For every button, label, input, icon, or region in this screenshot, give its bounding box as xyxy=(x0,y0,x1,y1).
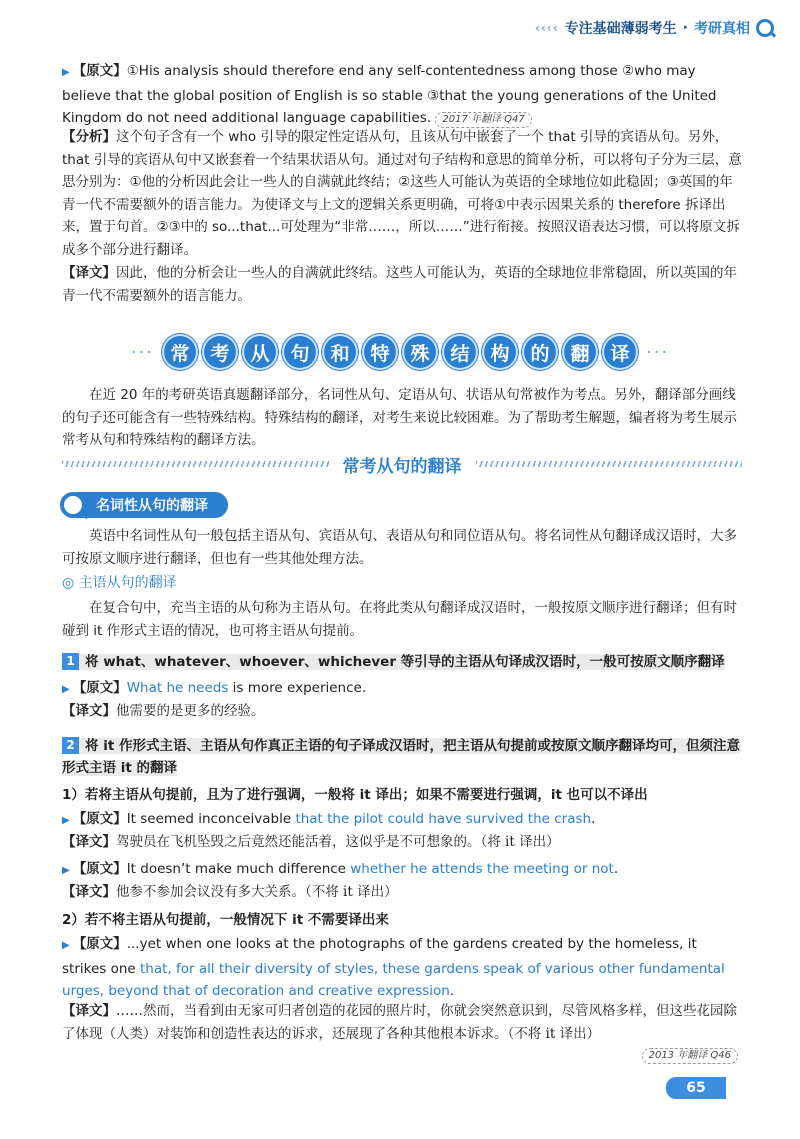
source-tag: 2017 年翻译 Q47 xyxy=(435,112,531,128)
magnifier-icon xyxy=(756,19,774,37)
arrows-icon: ‹‹‹‹ xyxy=(534,21,559,35)
translation-label: 【译文】 xyxy=(62,265,116,281)
translation-label: 【译文】 xyxy=(62,1003,116,1019)
original-label: 【原文】 xyxy=(72,680,127,696)
banner-char: 从 xyxy=(242,334,278,370)
section-intro: 在近 20 年的考研英语真题翻译部分，名词性从句、定语从句、状语从句常被作为考点。另外，翻译部分画线的句子还可能含有一些特殊结构。特殊结构的翻译，对考生来说比较困难。为了帮助考生解题，编者将为考生展示常考从句和特殊结构的翻译方法。 xyxy=(62,387,737,448)
translation-text: 驾驶员在飞机坠毁之后竟然还能活着，这似乎是不可想象的。（将 it 译出） xyxy=(116,834,560,850)
clause-highlight: that the pilot could have survived the crash xyxy=(295,811,592,827)
rule-number: 2 xyxy=(62,737,79,754)
original-text: ...yet when one looks at the photographs of the gardens created by the homeless, it strikes one xyxy=(62,936,697,977)
original-label: 【原文】 xyxy=(72,936,127,952)
clause-highlight: whether he attends the meeting or not xyxy=(350,861,614,877)
rule-2-bar xyxy=(62,738,740,776)
original-text-end: . xyxy=(591,811,596,827)
banner-char: 句 xyxy=(282,334,318,370)
banner-char: 构 xyxy=(482,334,518,370)
banner-char: 常 xyxy=(162,334,198,370)
rule-1-text: 将 what、whatever、whoever、whichever 等引导的主语从句译成汉语时，一般可按原文顺序翻译 xyxy=(85,654,725,670)
header-accent: 考研真相 xyxy=(694,21,750,37)
original-text-end: . xyxy=(613,861,619,877)
hatch-divider-right xyxy=(476,461,743,467)
banner-char: 和 xyxy=(322,334,358,370)
original-text: is more experience. xyxy=(228,680,367,696)
magnifier-icon xyxy=(60,492,86,518)
example-4-original xyxy=(62,858,742,883)
hatch-divider-left xyxy=(62,461,329,467)
translation-label: 【译文】 xyxy=(62,884,116,900)
rule-2-text: 将 it 作形式主语、主语从句作真正主语的句子译成汉语时，把主语从句提前或按原文顺序翻译均可，但须注意形式主语 it 的翻译 xyxy=(62,738,740,776)
example-1-translation xyxy=(62,262,742,307)
header-text: 专注基础薄弱考生 xyxy=(564,21,677,37)
original-text-end: . xyxy=(449,983,455,999)
triangle-bullet-icon: ▶ xyxy=(62,684,70,695)
section-banner xyxy=(0,332,800,372)
example-3-original xyxy=(62,808,742,833)
topic-heading xyxy=(60,491,228,519)
sub-heading xyxy=(62,452,742,476)
example-5-source xyxy=(642,1046,738,1064)
subject-clause-intro: 在复合句中，充当主语的从句称为主语从句。在将此类从句翻译成汉语时，一般按原文顺序进行翻译；但有时碰到 it 作形式主语的情况，也可将主语从句提前。 xyxy=(62,600,737,639)
example-3-translation xyxy=(62,831,742,854)
translation-text: 他参不参加会议没有多大关系。（不将 it 译出） xyxy=(116,884,398,900)
original-text: ①His analysis should therefore end any self-contentedness among those ②who may believe that the global position of English is so stable ③that the young generations of the United Kingdom do not need additional language capabilities. xyxy=(62,63,717,126)
analysis-label: 【分析】 xyxy=(62,129,116,145)
original-label: 【原文】 xyxy=(72,63,127,79)
banner-dots-right: ··· xyxy=(646,341,670,363)
original-label: 【原文】 xyxy=(72,861,127,877)
translation-label: 【译文】 xyxy=(62,834,116,850)
triangle-bullet-icon: ▶ xyxy=(62,67,70,78)
banner-char: 考 xyxy=(202,334,238,370)
running-header xyxy=(535,18,774,38)
example-2-translation xyxy=(62,700,742,723)
rule-1 xyxy=(62,650,742,674)
banner-char: 结 xyxy=(442,334,478,370)
original-label: 【原文】 xyxy=(72,811,127,827)
example-2-original xyxy=(62,677,742,702)
banner-char: 的 xyxy=(522,334,558,370)
triangle-bullet-icon: ▶ xyxy=(62,815,70,826)
clause-highlight: What he needs xyxy=(126,680,229,696)
example-5-translation xyxy=(62,1000,742,1045)
banner-char: 译 xyxy=(602,334,638,370)
double-circle-icon: ◎ xyxy=(62,575,75,591)
translation-text: 他需要的是更多的经验。 xyxy=(116,703,265,719)
page-number: 65 xyxy=(666,1077,726,1099)
banner-char: 翻 xyxy=(562,334,598,370)
original-text: It seemed inconceivable xyxy=(126,811,296,827)
step-2: 2）若不将主语从句提前，一般情况下 it 不需要译出来 xyxy=(62,912,389,928)
rule-number: 1 xyxy=(62,653,79,670)
sub-heading-text: 常考从句的翻译 xyxy=(342,456,462,477)
subject-clause-heading-text: 主语从句的翻译 xyxy=(78,575,177,591)
noun-clause-intro: 英语中名词性从句一般包括主语从句、宾语从句、表语从句和同位语从句。将名词性从句翻译成汉语时，大多可按原文顺序进行翻译，但也有一些其他处理方法。 xyxy=(62,528,737,567)
clause-highlight: that, for all their diversity of styles, these gardens speak of various other fundamental urges, beyond that of decoration and creative expression xyxy=(62,960,725,999)
banner-char: 特 xyxy=(362,334,398,370)
rule-2 xyxy=(62,734,742,780)
triangle-bullet-icon: ▶ xyxy=(62,940,70,951)
original-text: It doesn’t make much difference xyxy=(126,861,351,877)
topic-heading-text: 名词性从句的翻译 xyxy=(76,492,228,518)
header-dot: · xyxy=(682,20,688,36)
example-1-analysis xyxy=(62,126,742,261)
source-tag: 2013 年翻译 Q46 xyxy=(642,1048,738,1064)
translation-text: 因此，他的分析会让一些人的自满就此终结。这些人可能认为，英语的全球地位非常稳固，所以英国的年青一代不需要额外的语言能力。 xyxy=(62,265,737,304)
triangle-bullet-icon: ▶ xyxy=(62,865,70,876)
subject-clause-heading xyxy=(62,572,177,592)
rule-1-bar xyxy=(62,654,725,670)
example-4-translation xyxy=(62,881,742,904)
step-1: 1）若将主语从句提前，且为了进行强调，一般将 it 译出；如果不需要进行强调，it 也可以不译出 xyxy=(62,787,648,803)
banner-dots-left: ··· xyxy=(130,341,154,363)
analysis-text: 这个句子含有一个 who 引导的限定性定语从句，且该从句中嵌套了一个 that 引导的宾语从句。另外，that 引导的宾语从句中又嵌套着一个结果状语从句。通过对句子结构和意思的简单分析，可以将句子分为三层，意思分别为：①他的分析因此会让一些人的自满就此终结；②这些人可能认为英语的全球地位如此稳固；③英国的年青一代不需要额外的语言能力。为使译文与上文的逻辑关系更明确，可将①中表示因果关系的 therefore 拆译出来，置于句首。②③中的 so...that...可处理为“非常……，所以……”进行衔接。按照汉语表达习惯，可以将原文拆成多个部分进行翻译。 xyxy=(62,129,742,258)
banner-char: 殊 xyxy=(402,334,438,370)
translation-text: ……然而，当看到由无家可归者创造的花园的照片时，你就会突然意识到，尽管风格多样，但这些花园除了体现（人类）对装饰和创造性表达的诉求，还展现了各种其他根本诉求。（不将 it 译出） xyxy=(62,1003,737,1042)
translation-label: 【译文】 xyxy=(62,703,116,719)
example-5-original xyxy=(62,933,742,1003)
example-1-original xyxy=(62,60,742,130)
